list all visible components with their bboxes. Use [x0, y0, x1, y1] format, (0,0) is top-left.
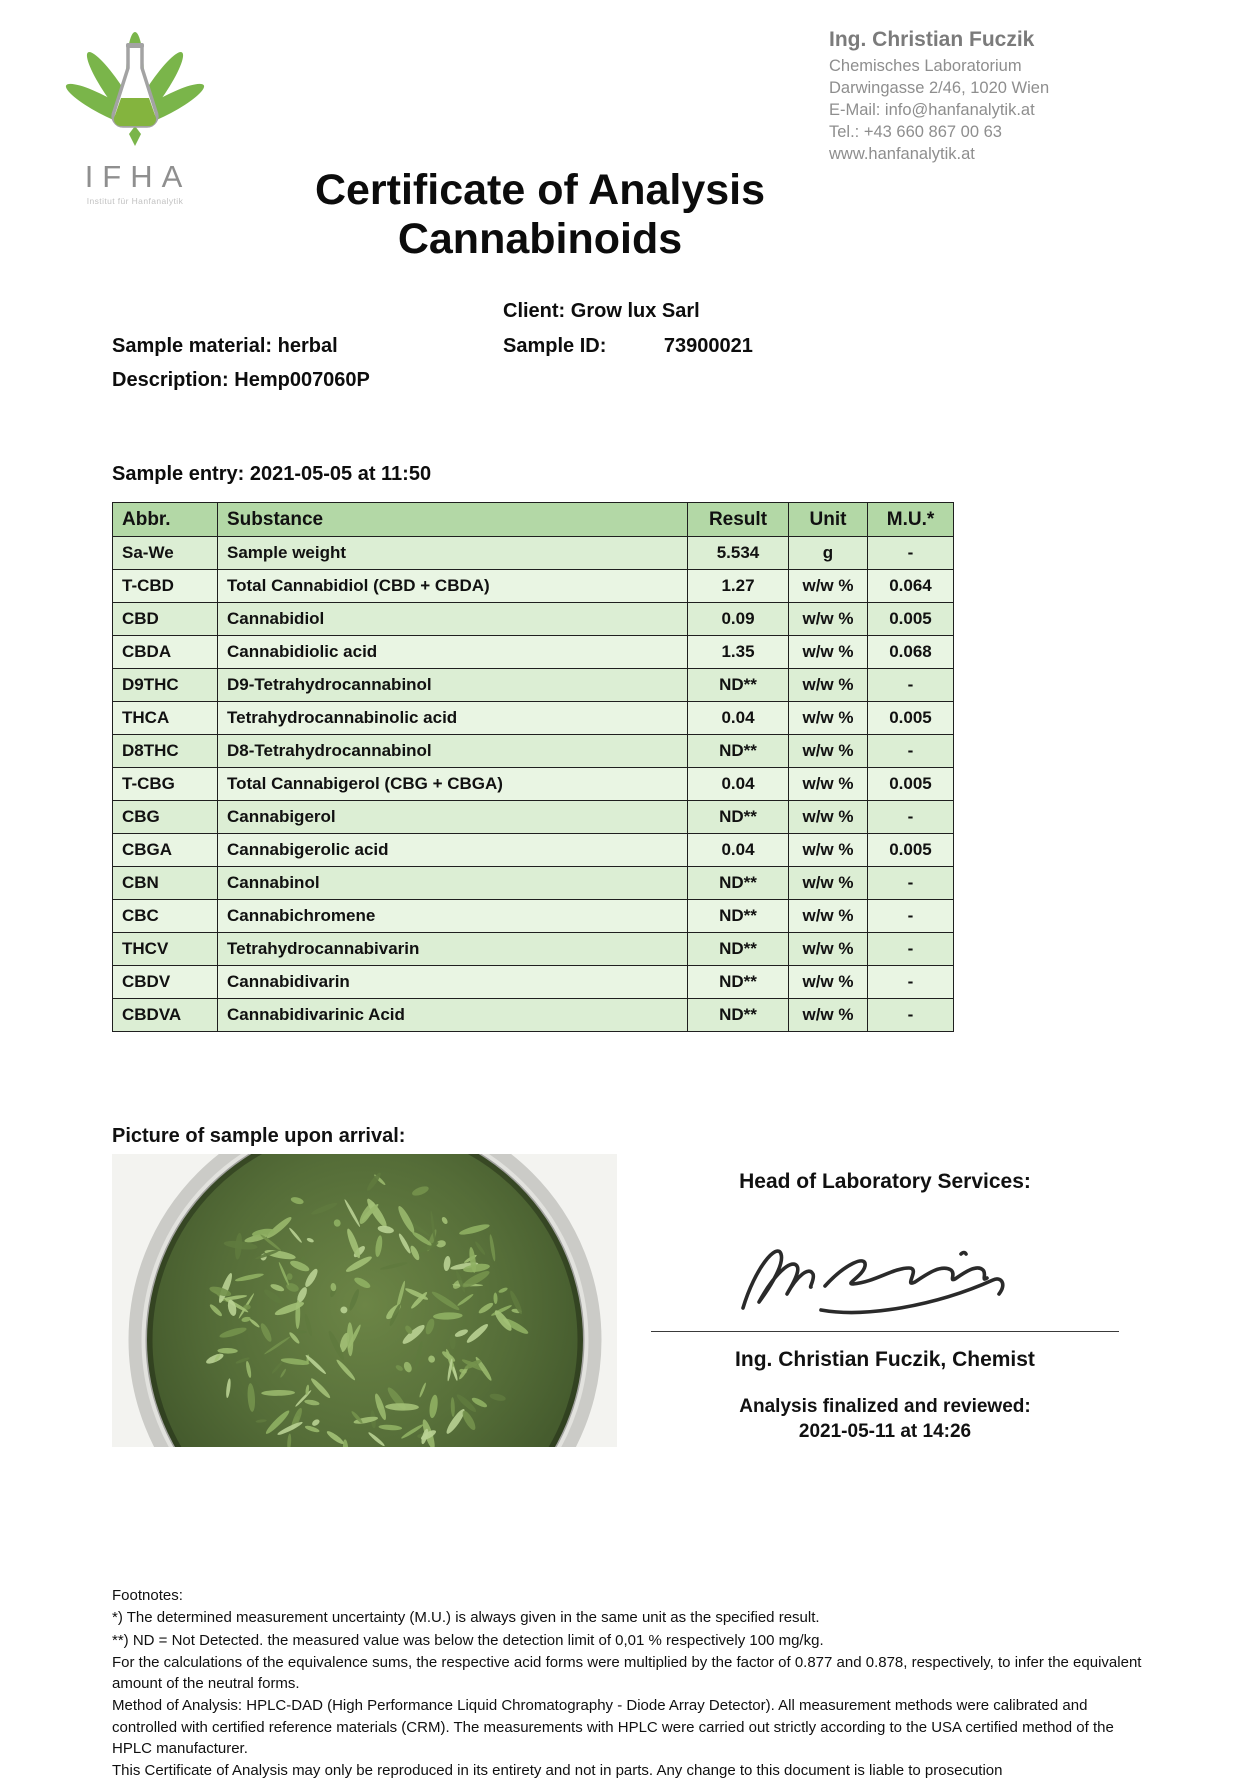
- table-cell: ND**: [688, 999, 789, 1032]
- table-row: [113, 801, 954, 834]
- table-cell: w/w %: [789, 966, 868, 999]
- table-row: [113, 702, 954, 735]
- sample-material-value: herbal: [277, 335, 338, 357]
- table-row: [113, 669, 954, 702]
- results-table: [112, 502, 954, 1032]
- table-cell: w/w %: [789, 834, 868, 867]
- table-cell: w/w %: [789, 636, 868, 669]
- table-cell: Total Cannabigerol (CBG + CBGA): [218, 768, 688, 801]
- table-cell: CBD: [113, 603, 218, 636]
- table-cell: ND**: [688, 900, 789, 933]
- table-cell: -: [868, 801, 954, 834]
- table-row: [113, 636, 954, 669]
- table-row: [113, 768, 954, 801]
- table-cell: Total Cannabidiol (CBD + CBDA): [218, 570, 688, 603]
- description-label: Description:: [112, 369, 229, 391]
- table-cell: w/w %: [789, 867, 868, 900]
- table-cell: Cannabidiolic acid: [218, 636, 688, 669]
- table-cell: CBGA: [113, 834, 218, 867]
- description-value: Hemp007060P: [234, 369, 370, 391]
- lab-contact-name: Ing. Christian Fuczik: [829, 28, 1035, 51]
- table-cell: ND**: [688, 801, 789, 834]
- table-row: [113, 999, 954, 1032]
- sample-id-value: 73900021: [663, 335, 753, 357]
- document-title-line1: Certificate of Analysis: [314, 166, 766, 214]
- table-row: [113, 603, 954, 636]
- table-cell: 1.27: [688, 570, 789, 603]
- table-row: [113, 933, 954, 966]
- table-cell: 0.04: [688, 702, 789, 735]
- table-header-cell: Substance: [218, 503, 688, 537]
- table-cell: w/w %: [789, 933, 868, 966]
- sample-photo: [112, 1154, 617, 1447]
- table-cell: 0.09: [688, 603, 789, 636]
- description-row: [112, 369, 370, 392]
- table-header-cell: Abbr.: [113, 503, 218, 537]
- table-cell: ND**: [688, 669, 789, 702]
- table-cell: Tetrahydrocannabivarin: [218, 933, 688, 966]
- table-cell: w/w %: [789, 702, 868, 735]
- table-cell: ND**: [688, 966, 789, 999]
- footnote-line: *) The determined measurement uncertainty (M.U.) is always given in the same unit as the specified result.: [112, 1609, 820, 1627]
- lab-contact-line: Darwingasse 2/46, 1020 Wien: [829, 78, 1050, 97]
- table-header-cell: M.U.*: [868, 503, 954, 537]
- table-row: [113, 735, 954, 768]
- table-cell: CBG: [113, 801, 218, 834]
- table-cell: w/w %: [789, 669, 868, 702]
- sample-entry-value: 2021-05-05 at 11:50: [249, 463, 432, 485]
- table-cell: g: [789, 537, 868, 570]
- footnote-line: This Certificate of Analysis may only be reproduced in its entirety and not in parts. Any change to this document is liable to prosecution: [112, 1762, 1003, 1780]
- table-header-cell: Unit: [789, 503, 868, 537]
- table-cell: CBDVA: [113, 999, 218, 1032]
- table-cell: Sa-We: [113, 537, 218, 570]
- signature-block: [650, 1170, 1120, 1443]
- sample-id-label: Sample ID:: [503, 335, 607, 357]
- table-row: [113, 867, 954, 900]
- table-cell: Cannabidiol: [218, 603, 688, 636]
- table-row: [113, 834, 954, 867]
- table-cell: -: [868, 933, 954, 966]
- document-title: [150, 166, 930, 263]
- table-cell: -: [868, 669, 954, 702]
- table-row: [113, 966, 954, 999]
- table-cell: w/w %: [789, 603, 868, 636]
- table-cell: ND**: [688, 735, 789, 768]
- table-cell: Cannabigerol: [218, 801, 688, 834]
- document-title-line2: Cannabinoids: [397, 214, 683, 263]
- results-table-body: [113, 537, 954, 1032]
- table-cell: 0.068: [868, 636, 954, 669]
- table-cell: T-CBG: [113, 768, 218, 801]
- table-cell: 0.064: [868, 570, 954, 603]
- table-cell: w/w %: [789, 768, 868, 801]
- table-cell: 0.005: [868, 768, 954, 801]
- sample-material-label: Sample material:: [112, 335, 273, 357]
- table-cell: w/w %: [789, 801, 868, 834]
- signature-icon: [725, 1224, 1045, 1324]
- table-cell: -: [868, 900, 954, 933]
- table-cell: CBC: [113, 900, 218, 933]
- signature-rule: [651, 1331, 1119, 1332]
- table-cell: -: [868, 966, 954, 999]
- table-cell: D9THC: [113, 669, 218, 702]
- lab-contact-block: [829, 28, 1159, 166]
- table-cell: w/w %: [789, 900, 868, 933]
- client-label: Client:: [503, 300, 566, 322]
- table-cell: 0.005: [868, 702, 954, 735]
- table-cell: Sample weight: [218, 537, 688, 570]
- table-row: [113, 570, 954, 603]
- table-cell: CBN: [113, 867, 218, 900]
- table-row: [113, 537, 954, 570]
- footnote-line: Method of Analysis: HPLC-DAD (High Performance Liquid Chromatography - Diode Array Detector). All measurement methods were calibrated and controlled with certified reference materials (CRM). The measurements with HPLC were carried out strictly according to the USA certified method of the HPLC manufacturer.: [112, 1697, 1114, 1758]
- signature-heading: Head of Laboratory Services:: [739, 1170, 1031, 1193]
- table-cell: Cannabinol: [218, 867, 688, 900]
- table-cell: 0.005: [868, 834, 954, 867]
- table-header-cell: Result: [688, 503, 789, 537]
- table-cell: 0.04: [688, 834, 789, 867]
- footnote-line: For the calculations of the equivalence sums, the respective acid forms were multiplied by the factor of 0.877 and 0.878, respectively, to infer the equivalent amount of the neutral forms.: [112, 1653, 1142, 1693]
- table-cell: 5.534: [688, 537, 789, 570]
- table-cell: Cannabichromene: [218, 900, 688, 933]
- table-cell: CBDA: [113, 636, 218, 669]
- table-cell: T-CBD: [113, 570, 218, 603]
- table-cell: w/w %: [789, 999, 868, 1032]
- table-cell: 0.04: [688, 768, 789, 801]
- table-cell: -: [868, 867, 954, 900]
- table-cell: Cannabidivarin: [218, 966, 688, 999]
- table-cell: D9-Tetrahydrocannabinol: [218, 669, 688, 702]
- sample-entry-label: Sample entry:: [112, 463, 245, 485]
- lab-contact-line: Tel.: +43 660 867 00 63: [829, 122, 1002, 141]
- results-table-head: [113, 503, 954, 537]
- client-value: Grow lux Sarl: [570, 300, 700, 322]
- logo-acronym: IFHA: [84, 159, 192, 194]
- sample-entry-row: [112, 463, 431, 486]
- table-header-row: [113, 503, 954, 537]
- table-row: [113, 900, 954, 933]
- sample-id-row: [503, 335, 753, 358]
- table-cell: 1.35: [688, 636, 789, 669]
- finalized-label: Analysis finalized and reviewed:: [739, 1396, 1031, 1417]
- table-cell: D8THC: [113, 735, 218, 768]
- table-cell: D8-Tetrahydrocannabinol: [218, 735, 688, 768]
- sample-photo-image: [112, 1154, 617, 1447]
- table-cell: -: [868, 537, 954, 570]
- table-cell: Tetrahydrocannabinolic acid: [218, 702, 688, 735]
- sample-picture-caption: Picture of sample upon arrival:: [112, 1125, 406, 1147]
- table-cell: ND**: [688, 867, 789, 900]
- footnotes-block: [112, 1585, 1150, 1783]
- table-cell: THCV: [113, 933, 218, 966]
- table-cell: CBDV: [113, 966, 218, 999]
- table-cell: w/w %: [789, 735, 868, 768]
- logo-tagline: Institut für Hanfanalytik: [86, 196, 184, 206]
- table-cell: THCA: [113, 702, 218, 735]
- table-cell: w/w %: [789, 570, 868, 603]
- signer-name: Ing. Christian Fuczik, Chemist: [735, 1348, 1035, 1371]
- footnote-line: **) ND = Not Detected. the measured value was below the detection limit of 0,01 % respectively 100 mg/kg.: [112, 1631, 824, 1649]
- hemp-flask-icon: [72, 34, 198, 152]
- table-cell: 0.005: [868, 603, 954, 636]
- client-row: [503, 300, 700, 323]
- footnotes-heading: Footnotes:: [112, 1587, 183, 1604]
- lab-contact-line: E-Mail: info@hanfanalytik.at: [829, 100, 1035, 119]
- table-cell: Cannabigerolic acid: [218, 834, 688, 867]
- table-cell: Cannabidivarinic Acid: [218, 999, 688, 1032]
- table-cell: -: [868, 999, 954, 1032]
- table-cell: -: [868, 735, 954, 768]
- finalized-date: 2021-05-11 at 14:26: [798, 1421, 972, 1442]
- lab-contact-line: Chemisches Laboratorium: [829, 57, 1022, 75]
- lab-contact-line: www.hanfanalytik.at: [829, 144, 975, 163]
- table-cell: ND**: [688, 933, 789, 966]
- sample-material-row: [112, 335, 338, 358]
